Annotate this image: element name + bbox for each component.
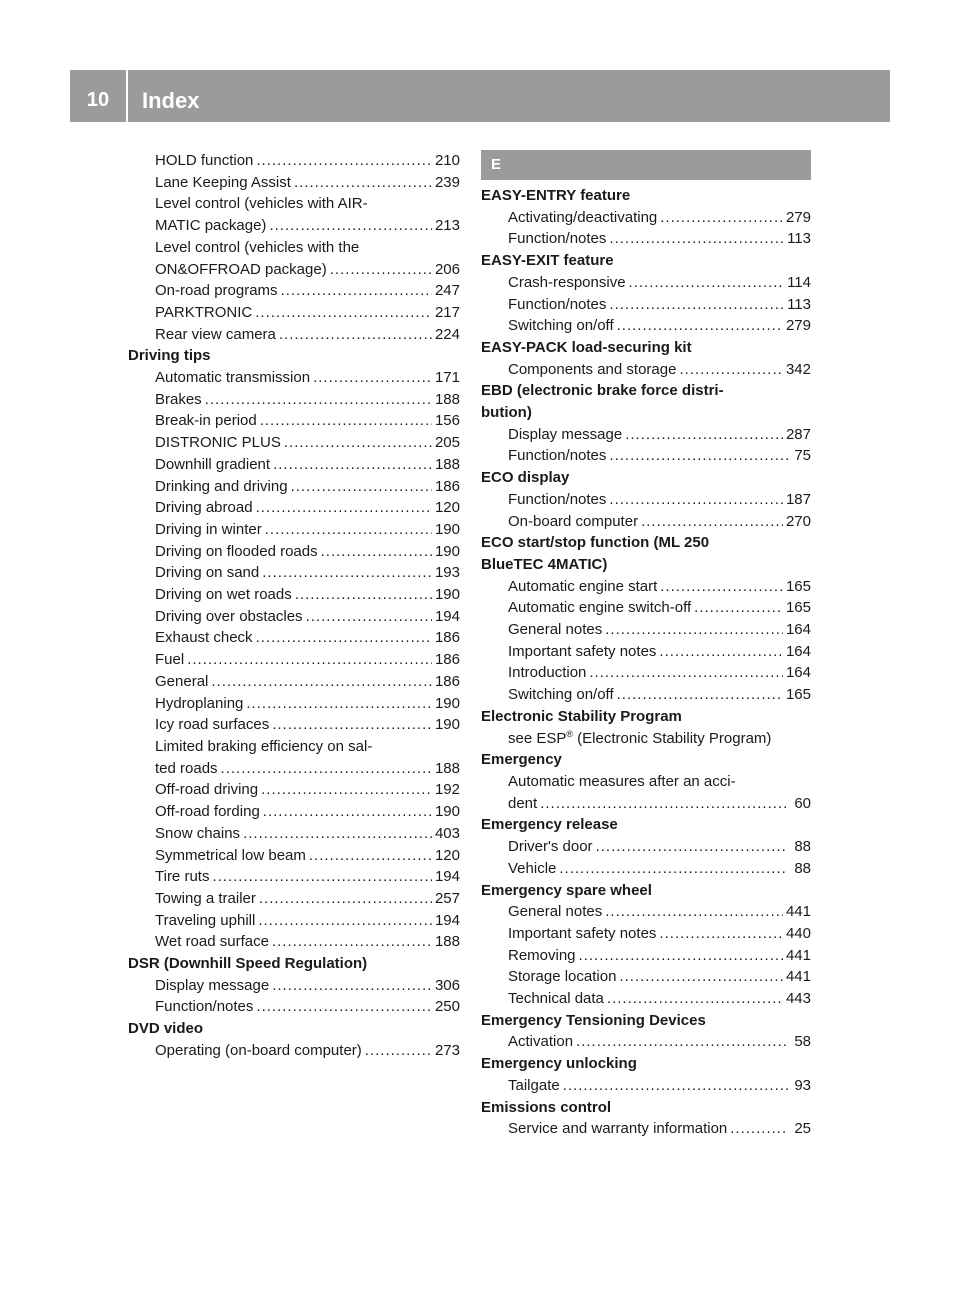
- index-entry: [481, 945, 811, 967]
- entry-label: Display message: [155, 976, 270, 994]
- entry-label: Important safety notes: [508, 924, 657, 942]
- dot-leader: [609, 294, 784, 316]
- entry-page-number: 306: [434, 976, 460, 994]
- dot-leader: [589, 662, 783, 684]
- dot-leader: [279, 324, 432, 346]
- entry-page-number: 156: [434, 412, 460, 430]
- entry-label: Display message: [508, 425, 623, 443]
- entry-label: Driving over obstacles: [155, 607, 303, 625]
- entry-page-number: 186: [434, 477, 460, 495]
- index-entry: [481, 597, 811, 619]
- entry-page-number: 165: [785, 577, 811, 595]
- index-entry: [481, 793, 811, 815]
- dot-leader: [576, 1031, 788, 1053]
- index-entry: [128, 801, 460, 823]
- entry-page-number: 192: [434, 781, 460, 799]
- dot-leader: [617, 684, 783, 706]
- entry-page-number: 239: [434, 173, 460, 191]
- index-entry: [128, 975, 460, 997]
- dot-leader: [605, 901, 783, 923]
- entry-page-number: 165: [785, 686, 811, 704]
- index-entry: [128, 215, 460, 237]
- dot-leader: [679, 359, 783, 381]
- dot-leader: [262, 562, 432, 584]
- index-entry: [128, 562, 460, 584]
- index-heading: EASY-ENTRY feature: [481, 187, 631, 204]
- dot-leader: [605, 619, 783, 641]
- entry-page-number: 270: [785, 512, 811, 530]
- index-heading: EASY-EXIT feature: [481, 252, 614, 270]
- entry-label: General notes: [508, 903, 603, 921]
- index-entry-line: Automatic measures after an acci-: [508, 772, 736, 790]
- index-heading: Emergency spare wheel: [481, 881, 652, 899]
- index-entry: [128, 779, 460, 801]
- entry-page-number: 279: [785, 317, 811, 335]
- index-entry: [481, 662, 811, 684]
- index-entry: [481, 207, 811, 229]
- index-entry: [128, 541, 460, 563]
- index-entry: [128, 845, 460, 867]
- index-entry: [128, 280, 460, 302]
- entry-page-number: 273: [434, 1041, 460, 1059]
- dot-leader: [269, 215, 432, 237]
- entry-page-number: 186: [434, 672, 460, 690]
- index-heading: Driving tips: [128, 347, 211, 365]
- index-entry: [128, 302, 460, 324]
- entry-label: PARKTRONIC: [155, 303, 253, 321]
- dot-leader: [659, 923, 783, 945]
- index-entry: [128, 324, 460, 346]
- entry-label: Important safety notes: [508, 642, 657, 660]
- dot-leader: [596, 836, 788, 858]
- entry-page-number: 441: [785, 968, 811, 986]
- entry-label: ted roads: [155, 759, 218, 777]
- entry-page-number: 165: [785, 599, 811, 617]
- dot-leader: [660, 576, 783, 598]
- entry-label: Operating (on-board computer): [155, 1041, 362, 1059]
- entry-page-number: 93: [794, 1076, 811, 1094]
- entry-page-number: 188: [434, 933, 460, 951]
- entry-page-number: 205: [434, 434, 460, 452]
- dot-leader: [559, 858, 788, 880]
- entry-label: Brakes: [155, 390, 202, 408]
- dot-leader: [291, 476, 432, 498]
- index-entry-line: Level control (vehicles with the: [155, 238, 360, 256]
- entry-label: Crash-responsive: [508, 273, 626, 291]
- index-heading: EASY-PACK load-securing kit: [481, 338, 692, 356]
- dot-leader: [730, 1118, 788, 1140]
- index-entry: [128, 823, 460, 845]
- index-entry: [128, 606, 460, 628]
- entry-page-number: 190: [434, 803, 460, 821]
- index-entry: [481, 445, 811, 467]
- dot-leader: [212, 866, 432, 888]
- entry-page-number: 194: [434, 911, 460, 929]
- index-entry: [128, 389, 460, 411]
- entry-label: HOLD function: [155, 152, 254, 169]
- index-heading: Emergency release: [481, 816, 618, 834]
- entry-page-number: 60: [794, 794, 811, 812]
- entry-page-number: 164: [785, 642, 811, 660]
- index-entry: [481, 966, 811, 988]
- entry-label: Function/notes: [155, 998, 254, 1016]
- entry-page-number: 113: [787, 230, 811, 248]
- dot-leader: [313, 367, 432, 389]
- entry-page-number: 441: [785, 903, 811, 921]
- entry-label: MATIC package): [155, 217, 267, 235]
- index-entry: [481, 641, 811, 663]
- dot-leader: [256, 150, 432, 172]
- entry-label: Downhill gradient: [155, 455, 271, 473]
- page-header: [70, 70, 890, 122]
- index-entry: [128, 432, 460, 454]
- dot-leader: [321, 541, 432, 563]
- entry-label: Off-road driving: [155, 781, 259, 799]
- entry-page-number: 113: [787, 295, 811, 313]
- entry-page-number: 206: [434, 260, 460, 278]
- entry-page-number: 188: [434, 455, 460, 473]
- index-entry: [481, 489, 811, 511]
- entry-label: On-board computer: [508, 512, 639, 530]
- dot-leader: [255, 302, 432, 324]
- index-column-left: [128, 150, 460, 1062]
- entry-label: Vehicle: [508, 859, 557, 877]
- entry-label: Introduction: [508, 664, 587, 682]
- entry-label: Automatic engine start: [508, 577, 658, 595]
- entry-label: Function/notes: [508, 295, 607, 313]
- entry-label: Activation: [508, 1033, 574, 1051]
- dot-leader: [272, 931, 432, 953]
- entry-label: On-road programs: [155, 282, 278, 300]
- entry-label: Storage location: [508, 968, 617, 986]
- index-entry: [128, 476, 460, 498]
- entry-page-number: 25: [794, 1120, 811, 1138]
- entry-label: Components and storage: [508, 360, 677, 378]
- entry-label: Hydroplaning: [155, 694, 244, 712]
- entry-label: Wet road surface: [155, 933, 269, 951]
- index-heading: Emergency unlocking: [481, 1055, 637, 1073]
- entry-label: Traveling uphill: [155, 911, 256, 929]
- entry-label: DISTRONIC PLUS: [155, 434, 281, 452]
- index-entry: [128, 931, 460, 953]
- dot-leader: [625, 424, 783, 446]
- index-heading: EBD (electronic brake force distri-: [481, 382, 724, 400]
- entry-page-number: 188: [434, 390, 460, 408]
- index-entry-line: Level control (vehicles with AIR-: [155, 195, 368, 213]
- dot-leader: [272, 714, 432, 736]
- dot-leader: [294, 172, 432, 194]
- index-entry: [481, 1118, 811, 1140]
- dot-leader: [629, 272, 785, 294]
- index-entry: [481, 511, 811, 533]
- entry-label: Fuel: [155, 651, 185, 669]
- index-entry: [128, 259, 460, 281]
- index-entry: [128, 367, 460, 389]
- entry-label: Removing: [508, 946, 576, 964]
- dot-leader: [609, 228, 784, 250]
- dot-leader: [205, 389, 432, 411]
- index-entry: [128, 996, 460, 1018]
- entry-page-number: 342: [785, 360, 811, 378]
- dot-leader: [609, 489, 783, 511]
- index-entry: [128, 866, 460, 888]
- entry-page-number: 120: [434, 846, 460, 864]
- index-entry: [481, 858, 811, 880]
- dot-leader: [187, 649, 432, 671]
- entry-label: ON&OFFROAD package): [155, 260, 327, 278]
- dot-leader: [281, 280, 432, 302]
- dot-leader: [563, 1075, 788, 1097]
- entry-page-number: 193: [434, 564, 460, 582]
- dot-leader: [211, 671, 432, 693]
- entry-page-number: 213: [434, 217, 460, 235]
- index-heading: Emissions control: [481, 1098, 612, 1116]
- index-entry: [481, 315, 811, 337]
- index-heading: BlueTEC 4MATIC): [481, 555, 608, 573]
- index-entry: [128, 1040, 460, 1062]
- dot-leader: [617, 315, 783, 337]
- index-entry: [128, 584, 460, 606]
- see-suffix: (Electronic Stability Program): [573, 729, 772, 747]
- index-entry: [128, 693, 460, 715]
- entry-label: Function/notes: [508, 490, 607, 508]
- dot-leader: [579, 945, 783, 967]
- entry-label: Break-in period: [155, 412, 257, 430]
- entry-label: General: [155, 672, 209, 690]
- index-entry-line: Limited braking efficiency on sal-: [155, 737, 373, 755]
- entry-page-number: 164: [785, 621, 811, 639]
- index-entry: [481, 836, 811, 858]
- dot-leader: [246, 693, 432, 715]
- entry-label: General notes: [508, 621, 603, 639]
- entry-page-number: 75: [794, 447, 811, 465]
- index-entry: [481, 684, 811, 706]
- index-entry: [481, 228, 811, 250]
- entry-label: Function/notes: [508, 230, 607, 248]
- entry-label: Tailgate: [508, 1076, 560, 1094]
- entry-page-number: 247: [434, 282, 460, 300]
- dot-leader: [641, 511, 783, 533]
- index-entry: [128, 758, 460, 780]
- index-column-right: [481, 150, 811, 1140]
- entry-label: Driving on wet roads: [155, 586, 292, 604]
- index-entry: [481, 923, 811, 945]
- entry-page-number: 190: [434, 520, 460, 538]
- dot-leader: [306, 606, 432, 628]
- dot-leader: [243, 823, 432, 845]
- entry-page-number: 287: [785, 425, 811, 443]
- dot-leader: [284, 432, 432, 454]
- index-entry: [128, 627, 460, 649]
- entry-page-number: 186: [434, 651, 460, 669]
- dot-leader: [265, 519, 432, 541]
- entry-page-number: 194: [434, 607, 460, 625]
- dot-leader: [256, 996, 432, 1018]
- entry-page-number: 120: [434, 499, 460, 517]
- index-entry: [481, 619, 811, 641]
- entry-page-number: 114: [787, 273, 811, 291]
- index-entry: [128, 910, 460, 932]
- dot-leader: [694, 597, 783, 619]
- entry-label: Technical data: [508, 990, 604, 1008]
- entry-page-number: 164: [785, 664, 811, 682]
- entry-label: Switching on/off: [508, 686, 614, 704]
- index-see-reference: [481, 728, 811, 750]
- index-entry: [481, 901, 811, 923]
- index-entry: [481, 294, 811, 316]
- index-entry: [481, 988, 811, 1010]
- entry-page-number: 443: [785, 990, 811, 1008]
- index-heading: DSR (Downhill Speed Regulation): [128, 955, 368, 973]
- index-entry: [481, 424, 811, 446]
- page-number: 10: [86, 89, 110, 111]
- index-entry: [481, 1031, 811, 1053]
- entry-label: Service and warranty information: [508, 1120, 728, 1138]
- entry-page-number: 190: [434, 542, 460, 560]
- dot-leader: [263, 801, 432, 823]
- dot-leader: [659, 641, 783, 663]
- entry-label: Function/notes: [508, 447, 607, 465]
- index-entry: [128, 172, 460, 194]
- entry-page-number: 441: [785, 946, 811, 964]
- entry-page-number: 250: [434, 998, 460, 1016]
- index-heading: Emergency: [481, 751, 562, 769]
- dot-leader: [259, 888, 432, 910]
- dot-leader: [330, 259, 432, 281]
- index-letter-heading: E: [481, 150, 811, 180]
- entry-page-number: 186: [434, 629, 460, 647]
- entry-label: Icy road surfaces: [155, 716, 270, 734]
- dot-leader: [221, 758, 432, 780]
- dot-leader: [609, 445, 788, 467]
- entry-label: Driving on sand: [155, 564, 260, 582]
- entry-page-number: 190: [434, 586, 460, 604]
- index-entry: [128, 497, 460, 519]
- entry-page-number: 224: [434, 325, 460, 343]
- dot-leader: [295, 584, 432, 606]
- index-heading: ECO start/stop function (ML 250: [481, 534, 710, 552]
- entry-page-number: 187: [785, 490, 811, 508]
- entry-page-number: 279: [785, 208, 811, 226]
- entry-label: Driving on flooded roads: [155, 542, 318, 560]
- dot-leader: [619, 966, 783, 988]
- index-entry: [128, 150, 460, 172]
- dot-leader: [261, 779, 432, 801]
- index-heading: ECO display: [481, 469, 570, 487]
- entry-page-number: 403: [434, 824, 460, 842]
- entry-page-number: 194: [434, 868, 460, 886]
- index-entry: [481, 359, 811, 381]
- dot-leader: [540, 793, 788, 815]
- entry-page-number: 88: [794, 838, 811, 856]
- section-title: Index: [142, 88, 200, 113]
- index-entry: [128, 888, 460, 910]
- see-prefix: see ESP: [508, 729, 567, 747]
- index-heading: bution): [481, 404, 532, 422]
- entry-page-number: 88: [794, 859, 811, 877]
- entry-label: Rear view camera: [155, 325, 276, 343]
- dot-leader: [365, 1040, 432, 1062]
- header-divider: [126, 70, 128, 122]
- entry-page-number: 440: [785, 924, 811, 942]
- entry-page-number: 210: [434, 152, 460, 169]
- index-heading: DVD video: [128, 1020, 204, 1038]
- index-entry: [128, 671, 460, 693]
- dot-leader: [258, 910, 432, 932]
- entry-label: Snow chains: [155, 824, 241, 842]
- entry-page-number: 217: [434, 303, 460, 321]
- entry-label: Exhaust check: [155, 629, 253, 647]
- entry-label: Driving in winter: [155, 520, 262, 538]
- entry-page-number: 190: [434, 694, 460, 712]
- dot-leader: [256, 497, 432, 519]
- dot-leader: [273, 454, 432, 476]
- entry-label: dent: [508, 794, 538, 812]
- index-entry: [128, 649, 460, 671]
- index-entry: [128, 714, 460, 736]
- index-heading: Emergency Tensioning Devices: [481, 1011, 706, 1029]
- dot-leader: [607, 988, 783, 1010]
- entry-page-number: 171: [434, 369, 460, 387]
- dot-leader: [256, 627, 432, 649]
- index-entry: [481, 576, 811, 598]
- entry-label: Lane Keeping Assist: [155, 173, 291, 191]
- index-entry: [481, 1075, 811, 1097]
- dot-leader: [260, 410, 432, 432]
- registered-mark: ®: [566, 728, 574, 739]
- entry-label: Towing a trailer: [155, 889, 256, 907]
- index-entry: [128, 410, 460, 432]
- entry-label: Driving abroad: [155, 499, 253, 517]
- entry-label: Automatic engine switch-off: [508, 599, 692, 617]
- entry-label: Automatic transmission: [155, 369, 311, 387]
- index-entry: [481, 272, 811, 294]
- entry-label: Driver's door: [508, 838, 593, 856]
- entry-label: Symmetrical low beam: [155, 846, 306, 864]
- entry-label: Switching on/off: [508, 317, 614, 335]
- entry-page-number: 257: [434, 889, 460, 907]
- index-entry: [128, 454, 460, 476]
- entry-page-number: 188: [434, 759, 460, 777]
- entry-label: Activating/deactivating: [508, 208, 658, 226]
- entry-page-number: 58: [794, 1033, 811, 1051]
- dot-leader: [272, 975, 432, 997]
- entry-page-number: 190: [434, 716, 460, 734]
- index-entry: [128, 519, 460, 541]
- entry-label: Drinking and driving: [155, 477, 288, 495]
- entry-label: Tire ruts: [155, 868, 210, 886]
- index-heading: Electronic Stability Program: [481, 707, 682, 725]
- dot-leader: [660, 207, 783, 229]
- dot-leader: [309, 845, 432, 867]
- entry-label: Off-road fording: [155, 803, 260, 821]
